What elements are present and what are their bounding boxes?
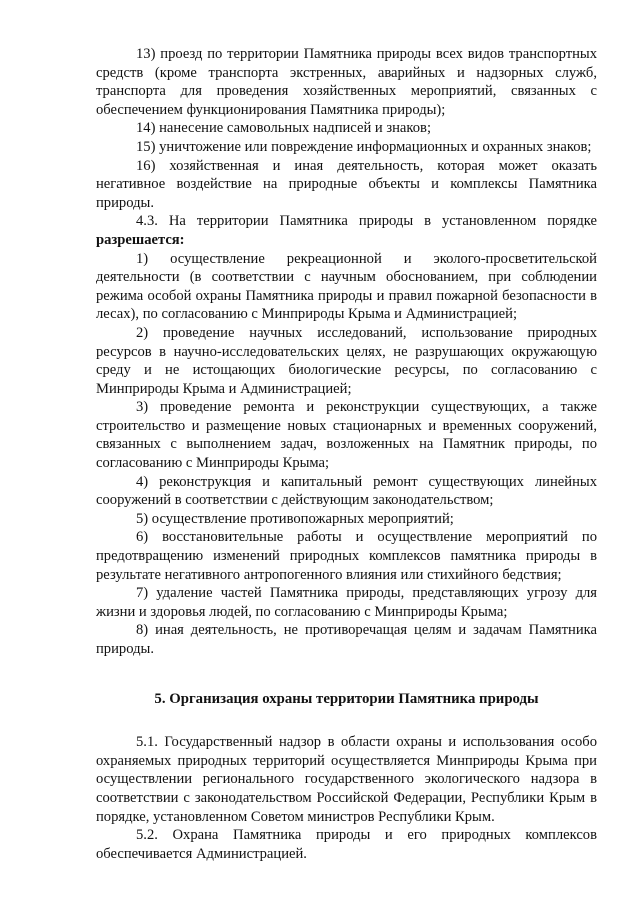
clause-4-3-intro-text: 4.3. На территории Памятника природы в установленном порядке: [136, 213, 597, 230]
section-5-heading: 5. Организация охраны территории Памятника природы: [154, 690, 539, 707]
allowed-item-5: 5) осуществление противопожарных мероприятий;: [136, 510, 454, 527]
section-5-1: 5.1. Государственный надзор в области охраны и использования особо охраняемых природных территорий осуществляется Минприроды Крыма при осуществлении регионального государственного экологического надзора в соответствии с законодательством Российской Федерации, Республики Крым в порядке, установленном Советом министров Республики Крым.: [96, 734, 597, 825]
allowed-item-2: 2) проведение научных исследований, использование природных ресурсов в научно-исследовательских целях, не разрушающих окружающую среду и не истощающих биологические ресурсы, по согласованию с Минприроды Крыма и Администрацией;: [96, 324, 597, 397]
list-item-13: 13) проезд по территории Памятника природы всех видов транспортных средств (кроме транспорта экстренных, аварийных и надзорных служб, транспорта для проведения хозяйственных мероприятий, связанных с обеспечением функционирования Памятника природы);: [96, 46, 597, 118]
list-item-14: 14) нанесение самовольных надписей и знаков;: [136, 120, 432, 137]
allowed-item-4: 4) реконструкция и капитальный ремонт существующих линейных сооружений в соответствии с действующим законодательством;: [96, 473, 597, 509]
allowed-item-3: 3) проведение ремонта и реконструкции существующих, а также строительство и размещение новых стационарных и временных сооружений, связанных с выполнением задач, возложенных на Памятник природы, по согласованию с Минприроды Крыма;: [96, 399, 597, 472]
list-item-15: 15) уничтожение или повреждение информационных и охранных знаков;: [136, 138, 592, 155]
clause-4-3-intro: [96, 212, 597, 249]
allowed-item-8: 8) иная деятельность, не противоречащая целям и задачам Памятника природы.: [96, 622, 597, 657]
allowed-item-7: 7) удаление частей Памятника природы, представляющих угрозу для жизни и здоровья людей, по согласованию с Минприроды Крыма;: [96, 585, 597, 620]
clause-4-3-allowed-label: разрешается:: [96, 231, 185, 248]
allowed-item-6: 6) восстановительные работы и осуществление мероприятий по предотвращению изменений природных комплексов памятника природы в результате негативного антропогенного влияния или стихийного бедствия;: [96, 529, 597, 583]
section-5-2: 5.2. Охрана Памятника природы и его природных комплексов обеспечивается Администрацией.: [96, 827, 597, 862]
document-body: [96, 45, 597, 863]
list-item-16: 16) хозяйственная и иная деятельность, которая может оказать негативное воздействие на природные объекты и комплексы Памятника природы.: [96, 157, 597, 211]
allowed-item-1: 1) осуществление рекреационной и эколого-просветительской деятельности (в соответствии с научным обоснованием, при соблюдении режима особой охраны Памятника природы и правил пожарной безопасности в лесах), по согласованию с Минприроды Крыма и Администрацией;: [96, 250, 597, 323]
